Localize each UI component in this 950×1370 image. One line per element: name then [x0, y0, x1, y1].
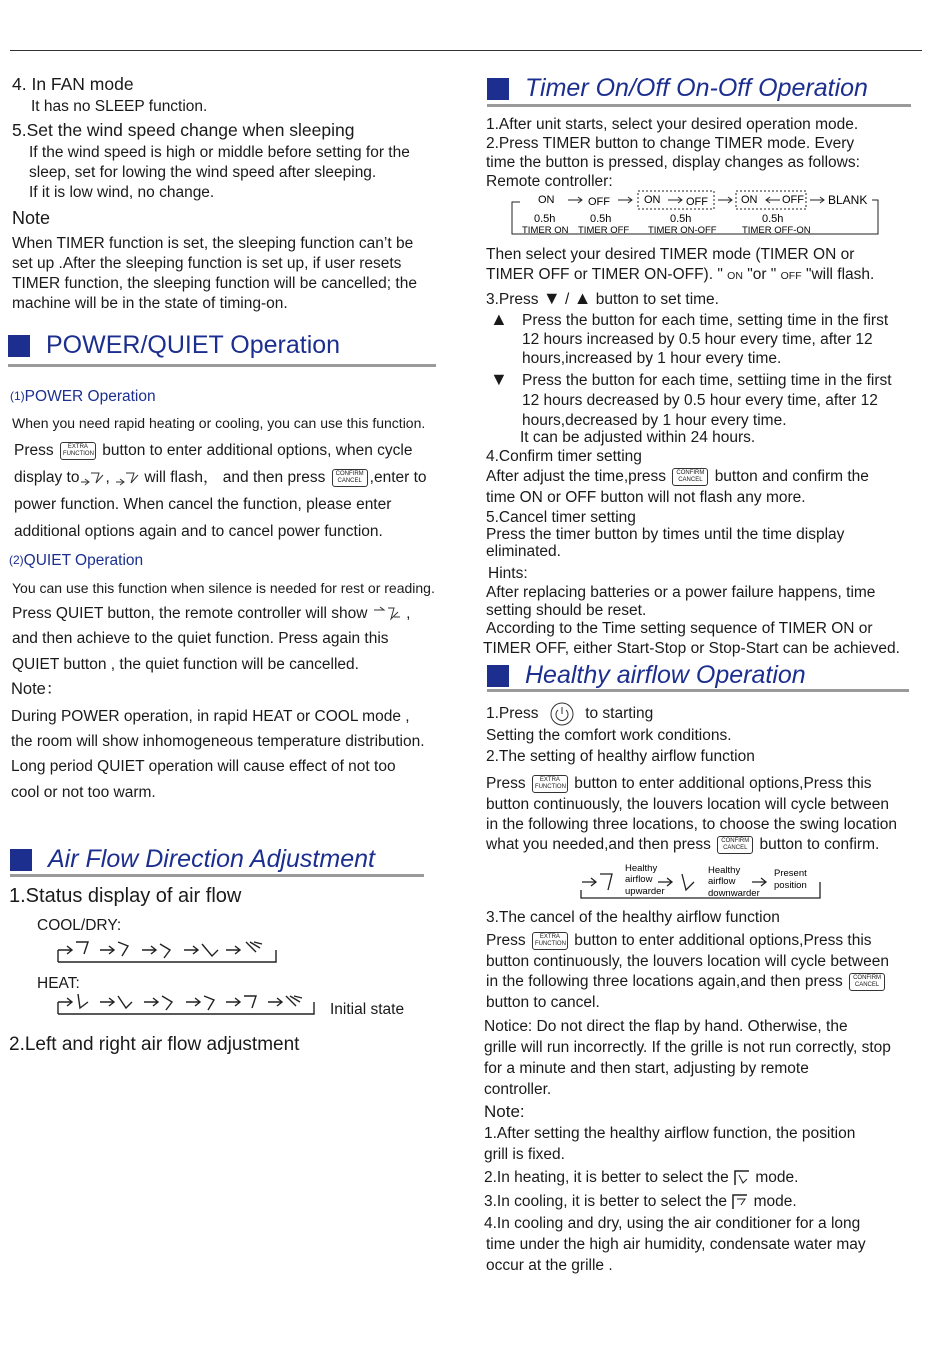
- down-line-1: Press the button for each time, settiing time in the first: [522, 372, 892, 389]
- wind-line-3: If it is low wind, no change.: [29, 184, 215, 201]
- notice-line-4: controller.: [484, 1081, 552, 1098]
- extra-function-button-icon: EXTRA FUNCTION: [60, 442, 96, 460]
- healthy-step-1: 1.Press to starting: [486, 702, 653, 726]
- left-right-airflow-heading: 2.Left and right air flow adjustment: [9, 1034, 300, 1055]
- wind-speed-heading: 5.Set the wind speed change when sleeping: [12, 120, 355, 140]
- section-rule: [487, 104, 911, 107]
- timer-mode-2: TIMER OFF: [578, 225, 630, 236]
- power-line-2: display to , will flash， and then press CONFIRM CANCEL ,enter to: [14, 469, 427, 486]
- notice-line-2: grille will run incorrectly. If the grille is not run correctly, stop: [484, 1039, 891, 1056]
- healthy-setting-line-2: button continuously, the louvers location will cycle between: [486, 796, 889, 813]
- up-line-2: 12 hours increased by 0.5 hour every time, after 12: [522, 331, 873, 348]
- cancel-timer-line-1: Press the timer button by times until the time display: [486, 526, 845, 543]
- healthy-note-line-4: 3.In cooling, it is better to select the mode.: [484, 1193, 797, 1210]
- within-24-hours: It can be adjusted within 24 hours.: [520, 429, 756, 446]
- confirm-timer-line-1: After adjust the time,press CONFIRM CANCEL button and confirm the: [486, 468, 869, 485]
- section-rule: [487, 689, 909, 692]
- power-subheading: $^{(1)}$POWER Operation: [10, 388, 156, 405]
- fan-mode-heading: 4. In FAN mode: [12, 74, 134, 94]
- press-arrows-line: 3.Press ▼ / ▲ button to set time.: [486, 288, 719, 308]
- section-rule: [10, 874, 424, 877]
- timer-line-4: Remote controller:: [486, 173, 613, 190]
- note2-line-3: Long period QUIET operation will cause effect of not too: [11, 758, 396, 775]
- top-rule: [10, 50, 922, 51]
- note-line-1: When TIMER function is set, the sleeping function can’t be: [12, 235, 414, 252]
- down-arrow-icon: ▼: [542, 288, 561, 308]
- timer-off-label: OFF: [588, 196, 610, 208]
- timer-step-4: 0.5h: [762, 213, 784, 225]
- notice-line-1: Notice: Do not direct the flap by hand. Otherwise, the: [484, 1018, 848, 1035]
- healthy-note-line-3: 2.In heating, it is better to select the mode.: [484, 1169, 799, 1186]
- note2-line-2: the room will show inhomogeneous temperature distribution.: [11, 733, 425, 750]
- healthy-setting-heading: 2.The setting of healthy airflow function: [486, 748, 755, 765]
- note-line-2: set up .After the sleeping function is set up, if user resets: [12, 255, 402, 272]
- note2-heading: Note：: [11, 680, 63, 698]
- note-line-3: TIMER function, the sleeping function will be cancelled; the: [12, 275, 417, 292]
- cancel-timer-heading: 5.Cancel timer setting: [486, 509, 636, 526]
- note-line-4: machine will be in the state of timing-on.: [12, 295, 288, 312]
- timer-mode-1: TIMER ON: [522, 225, 569, 236]
- section-marker-icon: [487, 78, 509, 100]
- timer-sequence-diagram: [508, 188, 883, 238]
- present-position-label-1: Present: [774, 868, 807, 879]
- healthy-note-heading: Note:: [484, 1102, 525, 1121]
- up-line-3: hours,increased by 1 hour every time.: [522, 350, 782, 367]
- timer-step-1: 0.5h: [534, 213, 556, 225]
- cool-dry-label: COOL/DRY:: [37, 917, 122, 934]
- note2-line-4: cool or not too warm.: [11, 784, 156, 801]
- healthy-note-line-5: 4.In cooling and dry, using the air conditioner for a long: [484, 1215, 861, 1232]
- healthy-cancel-line-3: in the following three locations again,and then press CONFIRM CANCEL: [486, 972, 887, 991]
- fan-mode-text: It has no SLEEP function.: [31, 98, 208, 115]
- healthy-cancel-heading: 3.The cancel of the healthy airflow function: [486, 909, 780, 926]
- upward-louver-icon: [731, 1193, 749, 1211]
- quiet-line-2: and then achieve to the quiet function. Press again this: [12, 630, 389, 647]
- note-heading: Note: [12, 208, 51, 228]
- initial-state-label: Initial state: [330, 1001, 405, 1018]
- healthy-note-line-1: 1.After setting the healthy airflow function, the position: [484, 1125, 856, 1142]
- healthy-cancel-line-4: button to cancel.: [486, 994, 600, 1011]
- down-line-3: hours,decreased by 1 hour every time.: [522, 412, 787, 429]
- healthy-cancel-line-1: Press EXTRA FUNCTION button to enter additional options,Press this: [486, 932, 872, 949]
- healthy-up-label-1: Healthy: [625, 863, 658, 874]
- power-fan-icon: [114, 470, 140, 486]
- hints-line-4: TIMER OFF, either Start-Stop or Stop-Start can be achieved.: [483, 640, 900, 657]
- hints-line-2: setting should be reset.: [486, 602, 647, 619]
- timer-onoff-off-label: OFF: [686, 196, 708, 208]
- heat-label: HEAT:: [37, 975, 80, 992]
- timer-mode-3: TIMER ON-OFF: [648, 225, 717, 236]
- quiet-subheading: $^{(2)}$QUIET Operation: [9, 552, 144, 569]
- note2-line-1: During POWER operation, in rapid HEAT or COOL mode ,: [11, 708, 410, 725]
- heat-flow-sequence-diagram: [56, 990, 318, 1018]
- timer-offon-off-label: OFF: [782, 194, 804, 206]
- quiet-fan-icon: [372, 605, 402, 623]
- power-fan-icon: [79, 470, 105, 486]
- healthy-cancel-line-2: button continuously, the louvers location will cycle between: [486, 953, 889, 970]
- power-line-1: Press EXTRA FUNCTION button to enter additional options, when cycle: [14, 442, 413, 459]
- notice-line-3: for a minute and then start, adjusting by remote: [484, 1060, 809, 1077]
- healthy-down-label-2: airflow: [708, 876, 736, 887]
- confirm-cancel-button-icon: CONFIRM CANCEL: [672, 468, 708, 486]
- healthy-note-line-2: grill is fixed.: [484, 1146, 565, 1163]
- select-mode-line-1: Then select your desired TIMER mode (TIMER ON or: [486, 246, 855, 263]
- quiet-line-3: QUIET button , the quiet function will be cancelled.: [12, 656, 359, 673]
- down-line-2: 12 hours decreased by 0.5 hour every time, after 12: [522, 392, 878, 409]
- power-intro: When you need rapid heating or cooling, you can use this function.: [12, 415, 426, 431]
- healthy-down-label-1: Healthy: [708, 865, 741, 876]
- confirm-timer-line-2: time ON or OFF button will not flash any more.: [486, 489, 806, 506]
- healthy-airflow-title: Healthy airflow Operation: [487, 661, 806, 690]
- healthy-down-label-3: downwarder: [708, 888, 760, 899]
- up-line-1: Press the button for each time, setting time in the first: [522, 312, 889, 329]
- quiet-line-1: Press QUIET button, the remote controller will show ,: [12, 605, 411, 622]
- healthy-setting-line-4: what you needed,and then press CONFIRM CANCEL button to confirm.: [486, 836, 880, 853]
- timer-onoff-on-label: ON: [644, 194, 661, 206]
- confirm-timer-heading: 4.Confirm timer setting: [486, 448, 642, 465]
- hints-line-1: After replacing batteries or a power failure happens, time: [486, 584, 876, 601]
- healthy-note-line-7: occur at the grille .: [486, 1257, 613, 1274]
- healthy-airflow-diagram: [578, 860, 828, 904]
- timer-line-2: 2.Press TIMER button to change TIMER mode. Every: [486, 135, 855, 152]
- timer-line-3: time the button is pressed, display changes as follows:: [486, 154, 860, 171]
- downward-louver-icon: [733, 1169, 751, 1187]
- section-marker-icon: [487, 665, 509, 687]
- healthy-note-line-6: time under the high air humidity, condensate water may: [486, 1236, 866, 1253]
- timer-line-1: 1.After unit starts, select your desired operation mode.: [486, 116, 859, 133]
- healthy-step-1-line-2: Setting the comfort work conditions.: [486, 727, 732, 744]
- up-arrow-icon: ▲: [573, 288, 592, 308]
- up-arrow-icon: ▲: [490, 309, 508, 329]
- timer-title: Timer On/Off On-Off Operation: [487, 74, 868, 103]
- timer-offon-on-label: ON: [741, 194, 758, 206]
- timer-on-label: ON: [538, 194, 555, 206]
- confirm-cancel-button-icon: CONFIRM CANCEL: [332, 469, 368, 487]
- section-marker-icon: [8, 335, 30, 357]
- healthy-up-label-2: airflow: [625, 874, 653, 885]
- timer-mode-4: TIMER OFF-ON: [742, 225, 811, 236]
- power-line-4: additional options again and to cancel power function.: [14, 523, 383, 540]
- hints-line-3: According to the Time setting sequence of TIMER ON or: [486, 620, 873, 637]
- power-quiet-title: POWER/QUIET Operation: [8, 331, 340, 360]
- confirm-cancel-button-icon: CONFIRM CANCEL: [849, 973, 885, 991]
- down-arrow-icon: ▼: [490, 369, 508, 389]
- timer-blank-label: BLANK: [828, 193, 868, 207]
- power-button-icon: [549, 702, 575, 726]
- cancel-timer-line-2: eliminated.: [486, 543, 561, 560]
- status-display-heading: 1.Status display of air flow: [9, 885, 242, 907]
- confirm-cancel-button-icon: CONFIRM CANCEL: [717, 836, 753, 854]
- healthy-up-label-3: upwarder: [625, 886, 665, 897]
- healthy-setting-line-3: in the following three locations, to choose the swing location: [486, 816, 897, 833]
- healthy-setting-line-1: Press EXTRA FUNCTION button to enter additional options,Press this: [486, 775, 872, 792]
- power-line-3: power function. When cancel the function, please enter: [14, 496, 392, 513]
- quiet-intro: You can use this function when silence is needed for rest or reading.: [12, 580, 435, 596]
- wind-line-2: sleep, set for lowing the wind speed after sleeping.: [29, 164, 377, 181]
- timer-step-3: 0.5h: [670, 213, 692, 225]
- wind-line-1: If the wind speed is high or middle before setting for the: [29, 144, 410, 161]
- cool-flow-sequence-diagram: [56, 936, 280, 964]
- present-position-label-2: position: [774, 880, 807, 891]
- select-mode-line-2: TIMER OFF or TIMER ON-OFF). " ON "or " OFF "will flash.: [486, 266, 875, 283]
- extra-function-button-icon: EXTRA FUNCTION: [532, 775, 568, 793]
- hints-heading: Hints:: [488, 565, 528, 582]
- air-flow-title: Air Flow Direction Adjustment: [10, 845, 375, 874]
- section-marker-icon: [10, 849, 32, 871]
- section-rule: [8, 364, 436, 367]
- timer-step-2: 0.5h: [590, 213, 612, 225]
- extra-function-button-icon: EXTRA FUNCTION: [532, 932, 568, 950]
